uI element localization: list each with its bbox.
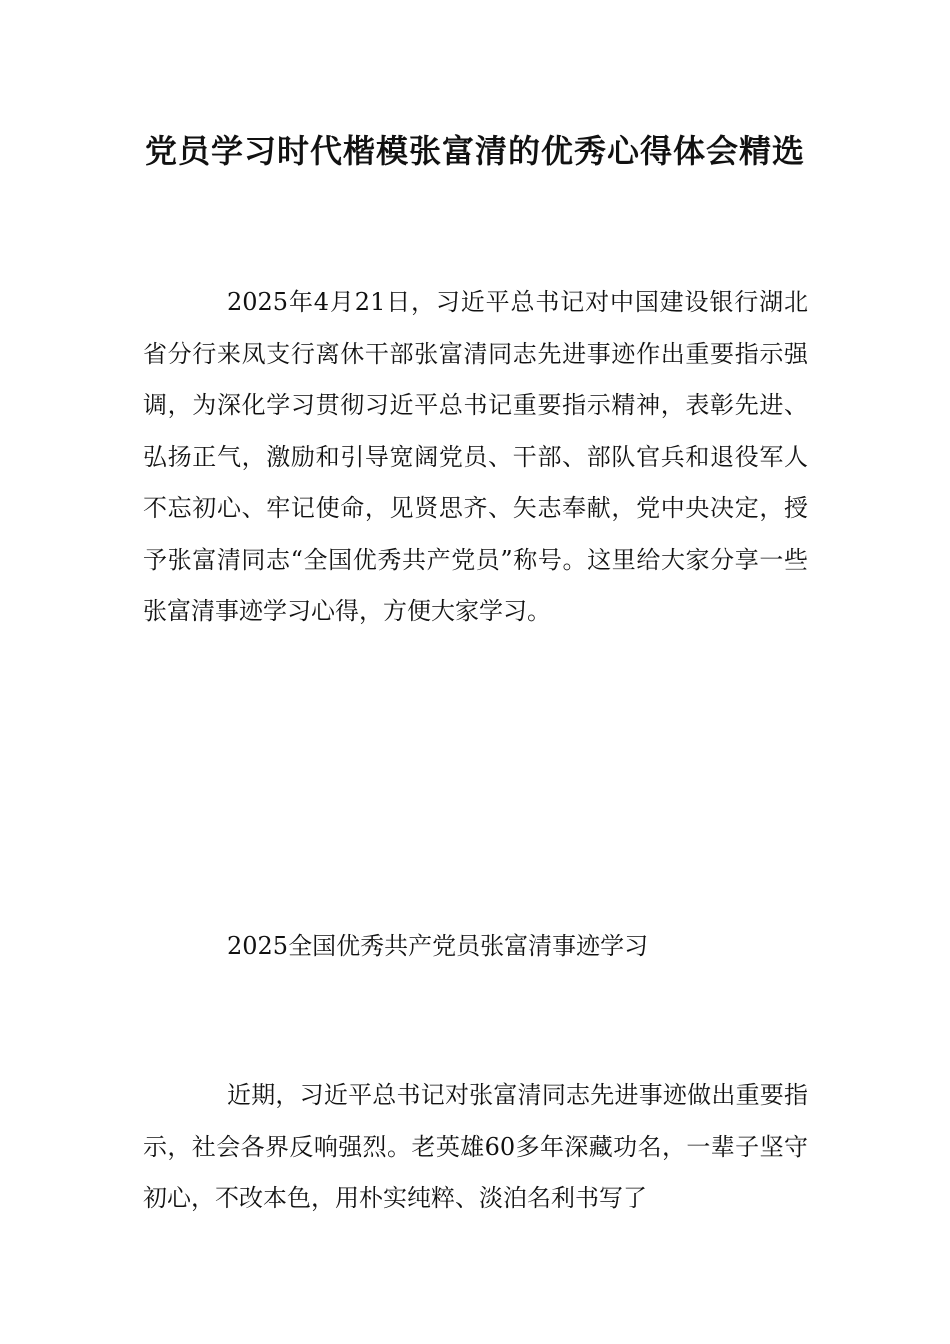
intro-paragraph: 2025年4月21日，习近平总书记对中国建设银行湖北省分行来凤支行离休干部张富清同志先进事迹作出重要指示强调，为深化学习贯彻习近平总书记重要指示精神，表彰先进、弘扬正气，激励和引导宽阔党员、干部、部队官兵和退役军人不忘初心、牢记使命，见贤思齐、矢志奉献，党中央决定，授予张富清同志“全国优秀共产党员”称号。这里给大家分享一些张富清事迹学习心得，方便大家学习。 [143,288,808,625]
document-title: 党员学习时代楷模张富清的优秀心得体会精选 [144,132,805,170]
section-heading: 2025全国优秀共产党员张富清事迹学习 [227,932,649,960]
body-paragraph: 近期，习近平总书记对张富清同志先进事迹做出重要指示，社会各界反响强烈。老英雄60多年深藏功名，一辈子坚守初心，不改本色，用朴实纯粹、淡泊名利书写了 [143,1081,808,1212]
